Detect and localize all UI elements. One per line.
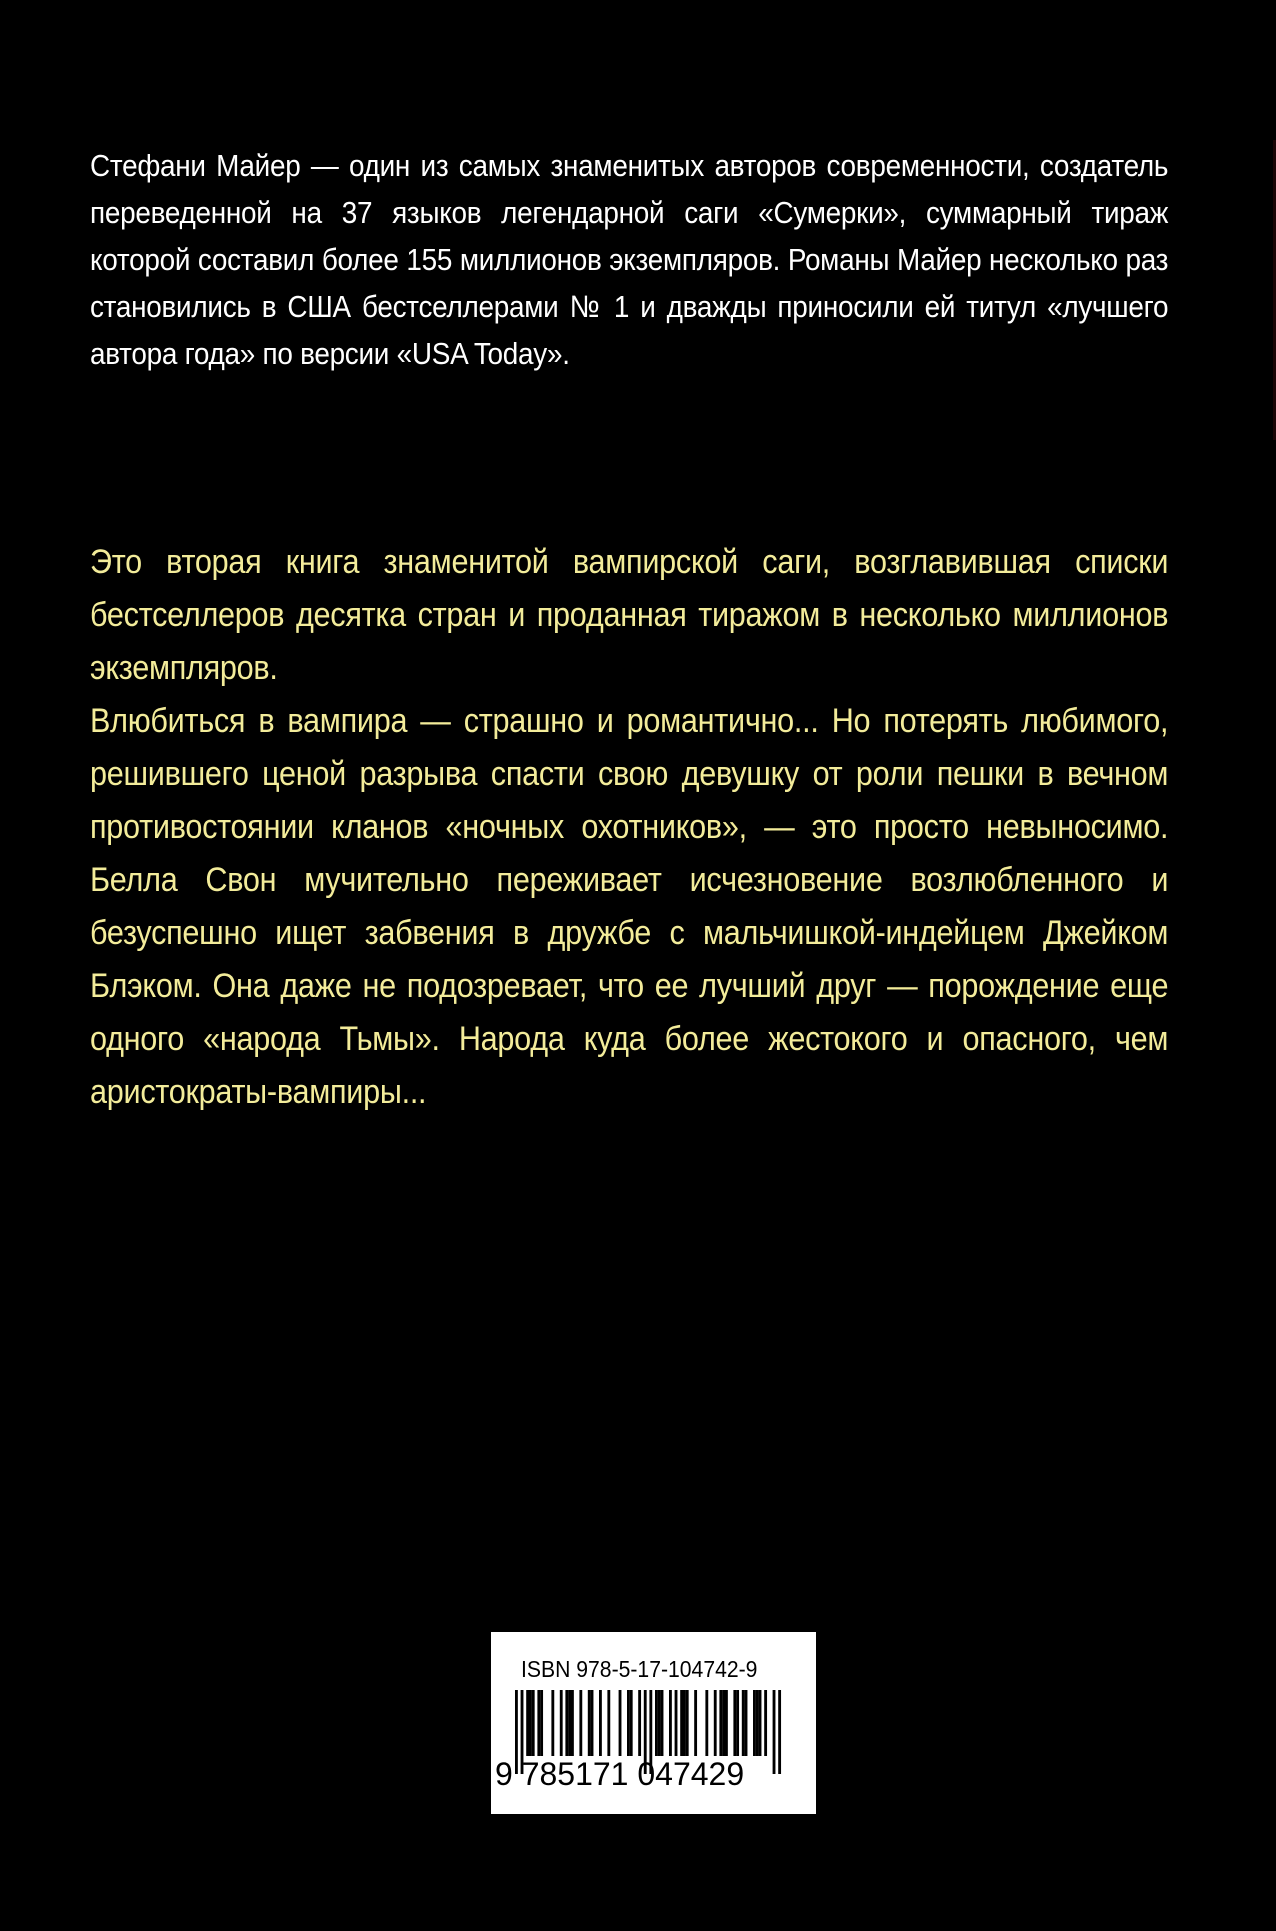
barcode-bar [588,1690,591,1756]
barcode-bar [532,1690,535,1756]
author-bio [90,142,1168,377]
barcode-bar [529,1690,532,1756]
barcode-bar [753,1690,756,1756]
barcode-bar [745,1690,748,1756]
barcode-bar [638,1690,641,1756]
barcode-bar [759,1690,762,1756]
barcode-bar [661,1690,664,1756]
barcode-bar [756,1690,759,1756]
isbn-label: ISBN 978-5-17-104742-9 [521,1656,758,1682]
barcode-bar [568,1690,571,1756]
barcode-bar [686,1690,689,1756]
barcode-bar [675,1690,678,1756]
barcode-bar [764,1690,767,1756]
barcode-bar [630,1690,633,1756]
barcode-bar [683,1690,686,1756]
barcode-bar [540,1690,543,1756]
barcode-bar [694,1690,697,1756]
synopsis-paragraph-1: Это вторая книга знаменитой вампирской саги, возглавившая списки бестселлеров десятка стран и проданная тиражом в несколько миллионов экземпляров. [90,543,1169,687]
ean-digits: 9 785171 047429 [495,1756,745,1792]
barcode-bar [722,1690,725,1756]
barcode-bar [669,1690,672,1756]
barcode-bar [619,1690,622,1756]
synopsis-paragraph-2: Влюбиться в вампира — страшно и романтично... Но потерять любимого, решившего ценой разрыва спасти свою девушку от роли пешки в вечном противостоянии кланов «ночных охотников», — это просто невыносимо. Белла Свон мучительно переживает исчезновение возлюбленного и безуспешно ищет забвения в дружбе с мальчишкой-индейцем Джейком Блэком. Она даже не подозревает, что ее лучший друг — порождение еще одного «народа Тьмы». Народа куда более жестокого и опасного, чем аристократы-вампиры... [90,702,1169,1111]
barcode-bar [551,1690,554,1756]
barcode-bar [705,1690,708,1756]
barcode-bar [719,1690,722,1756]
barcode-bar [627,1690,630,1756]
barcode-bar [560,1690,563,1756]
barcode-bar [742,1690,745,1756]
barcode-bar [579,1690,582,1756]
barcode-bar [680,1690,683,1756]
isbn-barcode [491,1632,816,1814]
barcode-bar [526,1690,529,1756]
barcode-bar [537,1690,540,1756]
barcode-bar [736,1690,739,1756]
barcode-bar [565,1690,568,1756]
barcode-bar [607,1690,610,1756]
barcode-bar [599,1690,602,1756]
barcode-bar [571,1690,574,1756]
barcode-bar [658,1690,661,1756]
barcode-bar [725,1690,728,1756]
barcode-bar [655,1690,658,1756]
author-bio-text: Стефани Майер — один из самых знаменитых авторов современности, создатель переведенной на 37 языков легендарной саги «Сумерки», суммарный тираж которой составил более 155 миллионов экземпляров. Романы Майер несколько раз становились в США бестселлерами № 1 и дважды приносили ей титул «лучшего автора года» по версии «USA Today». [90,148,1169,371]
barcode-bar [733,1690,736,1756]
barcode-bar [714,1690,717,1756]
book-synopsis [90,536,1168,1119]
barcode-bar [591,1690,594,1756]
